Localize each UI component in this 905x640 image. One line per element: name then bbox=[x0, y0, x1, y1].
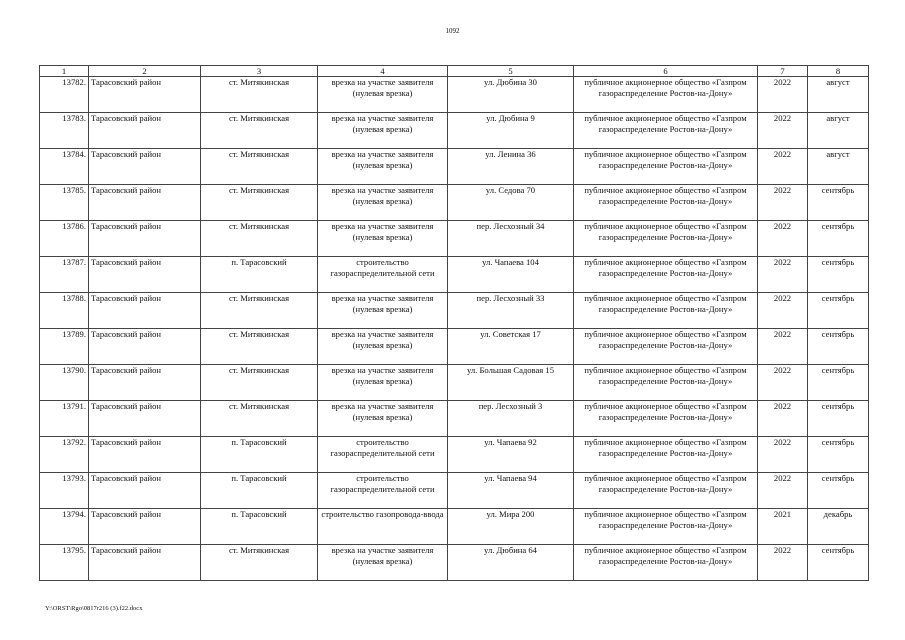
district-cell: Тарасовский район bbox=[89, 329, 201, 365]
table-row bbox=[40, 329, 869, 365]
address-cell: пер. Лесхозный 34 bbox=[448, 221, 574, 257]
settlement-cell: ст. Митякинская bbox=[201, 185, 318, 221]
column-header: 8 bbox=[808, 66, 869, 77]
header-row bbox=[40, 66, 869, 77]
organization-cell: публичное акционерное общество «Газпром газораспределение Ростов-на-Дону» bbox=[574, 77, 758, 113]
settlement-cell: ст. Митякинская bbox=[201, 329, 318, 365]
column-header: 2 bbox=[89, 66, 201, 77]
row-number-cell: 13783. bbox=[40, 113, 89, 149]
work-type-cell: врезка на участке заявителя (нулевая врезка) bbox=[318, 365, 448, 401]
year-cell: 2022 bbox=[758, 401, 808, 437]
organization-cell: публичное акционерное общество «Газпром газораспределение Ростов-на-Дону» bbox=[574, 257, 758, 293]
row-number-cell: 13787. bbox=[40, 257, 89, 293]
work-type-cell: врезка на участке заявителя (нулевая врезка) bbox=[318, 545, 448, 581]
table-body bbox=[40, 77, 869, 581]
work-type-cell: строительство газораспределительной сети bbox=[318, 473, 448, 509]
row-number-cell: 13782. bbox=[40, 77, 89, 113]
row-number-cell: 13789. bbox=[40, 329, 89, 365]
row-number-cell: 13788. bbox=[40, 293, 89, 329]
address-cell: ул. Мира 200 bbox=[448, 509, 574, 545]
table-row bbox=[40, 545, 869, 581]
district-cell: Тарасовский район bbox=[89, 113, 201, 149]
row-number-cell: 13791. bbox=[40, 401, 89, 437]
district-cell: Тарасовский район bbox=[89, 257, 201, 293]
row-number-cell: 13790. bbox=[40, 365, 89, 401]
month-cell: сентябрь bbox=[808, 401, 869, 437]
table-row bbox=[40, 185, 869, 221]
row-number-cell: 13786. bbox=[40, 221, 89, 257]
district-cell: Тарасовский район bbox=[89, 401, 201, 437]
settlement-cell: ст. Митякинская bbox=[201, 293, 318, 329]
column-header: 1 bbox=[40, 66, 89, 77]
table-row bbox=[40, 293, 869, 329]
district-cell: Тарасовский район bbox=[89, 545, 201, 581]
organization-cell: публичное акционерное общество «Газпром газораспределение Ростов-на-Дону» bbox=[574, 185, 758, 221]
settlement-cell: п. Тарасовский bbox=[201, 257, 318, 293]
row-number-cell: 13795. bbox=[40, 545, 89, 581]
organization-cell: публичное акционерное общество «Газпром газораспределение Ростов-на-Дону» bbox=[574, 221, 758, 257]
work-type-cell: врезка на участке заявителя (нулевая врезка) bbox=[318, 185, 448, 221]
month-cell: август bbox=[808, 113, 869, 149]
table-row bbox=[40, 473, 869, 509]
data-table bbox=[39, 65, 869, 581]
district-cell: Тарасовский район bbox=[89, 221, 201, 257]
organization-cell: публичное акционерное общество «Газпром газораспределение Ростов-на-Дону» bbox=[574, 113, 758, 149]
row-number-cell: 13794. bbox=[40, 509, 89, 545]
address-cell: ул. Седова 70 bbox=[448, 185, 574, 221]
settlement-cell: п. Тарасовский bbox=[201, 473, 318, 509]
month-cell: сентябрь bbox=[808, 221, 869, 257]
address-cell: пер. Лесхозный 33 bbox=[448, 293, 574, 329]
organization-cell: публичное акционерное общество «Газпром газораспределение Ростов-на-Дону» bbox=[574, 401, 758, 437]
table-row bbox=[40, 437, 869, 473]
row-number-cell: 13785. bbox=[40, 185, 89, 221]
work-type-cell: врезка на участке заявителя (нулевая врезка) bbox=[318, 113, 448, 149]
year-cell: 2021 bbox=[758, 509, 808, 545]
table-row bbox=[40, 401, 869, 437]
address-cell: ул. Дюбина 64 bbox=[448, 545, 574, 581]
district-cell: Тарасовский район bbox=[89, 149, 201, 185]
month-cell: сентябрь bbox=[808, 185, 869, 221]
year-cell: 2022 bbox=[758, 545, 808, 581]
address-cell: ул. Дюбина 9 bbox=[448, 113, 574, 149]
column-header: 5 bbox=[448, 66, 574, 77]
address-cell: ул. Чапаева 92 bbox=[448, 437, 574, 473]
footer-file-path: Y:\ORST\Rgo\0817r216 (3).f22.docx bbox=[45, 605, 143, 612]
address-cell: ул. Чапаева 104 bbox=[448, 257, 574, 293]
district-cell: Тарасовский район bbox=[89, 365, 201, 401]
address-cell: пер. Лесхозный 3 bbox=[448, 401, 574, 437]
work-type-cell: строительство газораспределительной сети bbox=[318, 257, 448, 293]
settlement-cell: ст. Митякинская bbox=[201, 113, 318, 149]
settlement-cell: п. Тарасовский bbox=[201, 437, 318, 473]
address-cell: ул. Ленина 36 bbox=[448, 149, 574, 185]
table-row bbox=[40, 257, 869, 293]
organization-cell: публичное акционерное общество «Газпром газораспределение Ростов-на-Дону» bbox=[574, 293, 758, 329]
page-number: 1092 bbox=[445, 27, 460, 35]
address-cell: ул. Большая Садовая 15 bbox=[448, 365, 574, 401]
month-cell: декабрь bbox=[808, 509, 869, 545]
year-cell: 2022 bbox=[758, 185, 808, 221]
table-row bbox=[40, 77, 869, 113]
organization-cell: публичное акционерное общество «Газпром газораспределение Ростов-на-Дону» bbox=[574, 329, 758, 365]
work-type-cell: врезка на участке заявителя (нулевая врезка) bbox=[318, 149, 448, 185]
settlement-cell: ст. Митякинская bbox=[201, 365, 318, 401]
settlement-cell: ст. Митякинская bbox=[201, 545, 318, 581]
work-type-cell: врезка на участке заявителя (нулевая врезка) bbox=[318, 401, 448, 437]
month-cell: сентябрь bbox=[808, 257, 869, 293]
settlement-cell: ст. Митякинская bbox=[201, 77, 318, 113]
month-cell: сентябрь bbox=[808, 293, 869, 329]
organization-cell: публичное акционерное общество «Газпром газораспределение Ростов-на-Дону» bbox=[574, 437, 758, 473]
row-number-cell: 13793. bbox=[40, 473, 89, 509]
year-cell: 2022 bbox=[758, 149, 808, 185]
work-type-cell: врезка на участке заявителя (нулевая врезка) bbox=[318, 329, 448, 365]
year-cell: 2022 bbox=[758, 329, 808, 365]
work-type-cell: врезка на участке заявителя (нулевая врезка) bbox=[318, 77, 448, 113]
row-number-cell: 13792. bbox=[40, 437, 89, 473]
organization-cell: публичное акционерное общество «Газпром газораспределение Ростов-на-Дону» bbox=[574, 149, 758, 185]
district-cell: Тарасовский район bbox=[89, 437, 201, 473]
settlement-cell: ст. Митякинская bbox=[201, 401, 318, 437]
table-row bbox=[40, 509, 869, 545]
work-type-cell: врезка на участке заявителя (нулевая врезка) bbox=[318, 293, 448, 329]
district-cell: Тарасовский район bbox=[89, 185, 201, 221]
column-header: 3 bbox=[201, 66, 318, 77]
row-number-cell: 13784. bbox=[40, 149, 89, 185]
table-row bbox=[40, 221, 869, 257]
year-cell: 2022 bbox=[758, 257, 808, 293]
year-cell: 2022 bbox=[758, 365, 808, 401]
settlement-cell: п. Тарасовский bbox=[201, 509, 318, 545]
work-type-cell: врезка на участке заявителя (нулевая врезка) bbox=[318, 221, 448, 257]
organization-cell: публичное акционерное общество «Газпром газораспределение Ростов-на-Дону» bbox=[574, 365, 758, 401]
year-cell: 2022 bbox=[758, 473, 808, 509]
district-cell: Тарасовский район bbox=[89, 293, 201, 329]
organization-cell: публичное акционерное общество «Газпром газораспределение Ростов-на-Дону» bbox=[574, 509, 758, 545]
year-cell: 2022 bbox=[758, 437, 808, 473]
month-cell: август bbox=[808, 149, 869, 185]
year-cell: 2022 bbox=[758, 113, 808, 149]
month-cell: сентябрь bbox=[808, 473, 869, 509]
district-cell: Тарасовский район bbox=[89, 473, 201, 509]
work-type-cell: строительство газораспределительной сети bbox=[318, 437, 448, 473]
column-header: 6 bbox=[574, 66, 758, 77]
settlement-cell: ст. Митякинская bbox=[201, 221, 318, 257]
table-row bbox=[40, 365, 869, 401]
month-cell: сентябрь bbox=[808, 545, 869, 581]
month-cell: сентябрь bbox=[808, 329, 869, 365]
month-cell: сентябрь bbox=[808, 437, 869, 473]
column-header: 4 bbox=[318, 66, 448, 77]
month-cell: август bbox=[808, 77, 869, 113]
district-cell: Тарасовский район bbox=[89, 509, 201, 545]
year-cell: 2022 bbox=[758, 77, 808, 113]
address-cell: ул. Советская 17 bbox=[448, 329, 574, 365]
year-cell: 2022 bbox=[758, 293, 808, 329]
organization-cell: публичное акционерное общество «Газпром газораспределение Ростов-на-Дону» bbox=[574, 473, 758, 509]
year-cell: 2022 bbox=[758, 221, 808, 257]
work-type-cell: строительство газопровода-ввода bbox=[318, 509, 448, 545]
settlement-cell: ст. Митякинская bbox=[201, 149, 318, 185]
address-cell: ул. Чапаева 94 bbox=[448, 473, 574, 509]
table-row bbox=[40, 113, 869, 149]
table-row bbox=[40, 149, 869, 185]
address-cell: ул. Дюбина 30 bbox=[448, 77, 574, 113]
district-cell: Тарасовский район bbox=[89, 77, 201, 113]
month-cell: сентябрь bbox=[808, 365, 869, 401]
column-header: 7 bbox=[758, 66, 808, 77]
organization-cell: публичное акционерное общество «Газпром газораспределение Ростов-на-Дону» bbox=[574, 545, 758, 581]
